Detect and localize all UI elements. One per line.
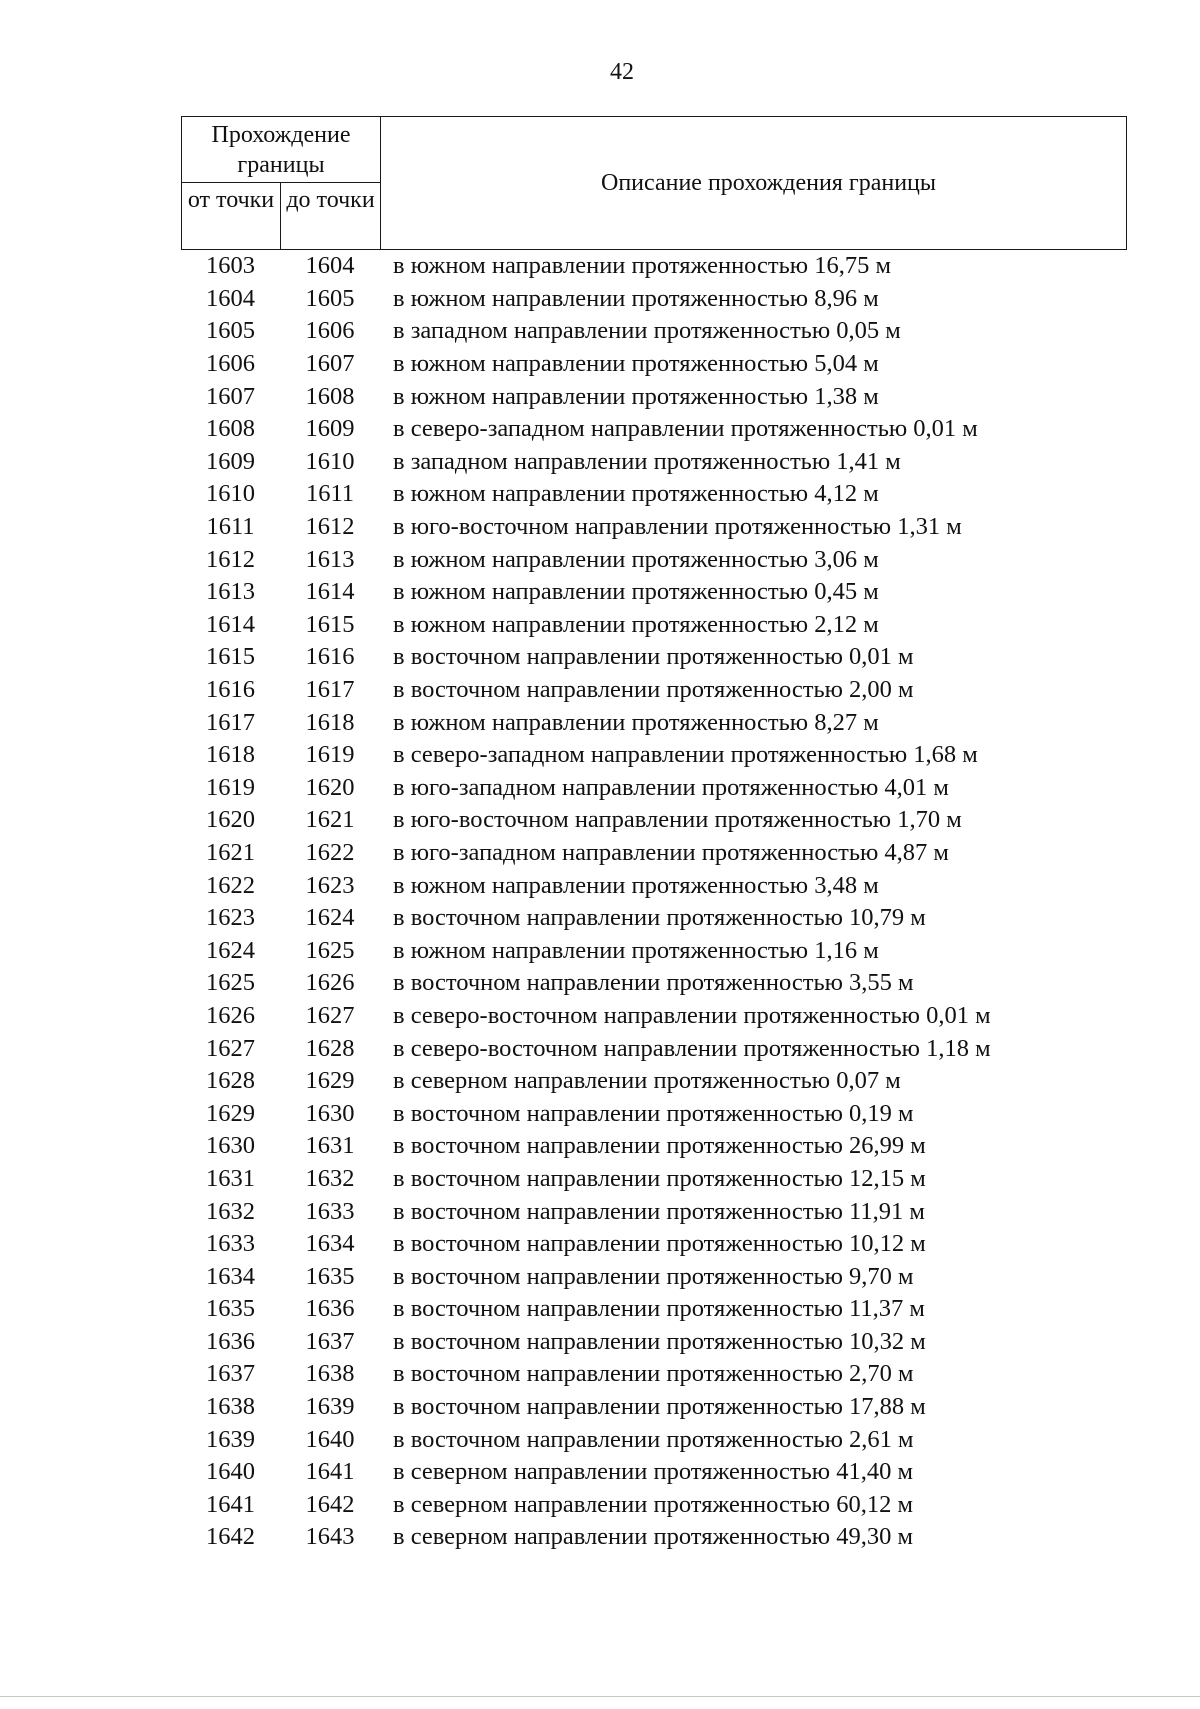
table-row <box>181 446 1141 479</box>
from-point-cell: 1611 <box>206 513 255 541</box>
description-cell: в северном направлении протяженностью 41,40 м <box>393 1458 913 1486</box>
from-point-cell: 1630 <box>206 1132 255 1160</box>
to-point-cell: 1613 <box>305 545 355 573</box>
to-point-cell: 1642 <box>305 1490 355 1518</box>
table-row <box>181 1195 1141 1228</box>
description-cell: в юго-восточном направлении протяженностью 1,31 м <box>393 513 962 541</box>
to-point-cell: 1621 <box>305 806 355 834</box>
description-cell: в южном направлении протяженностью 1,16 м <box>393 936 879 964</box>
description-cell: в юго-западном направлении протяженностью 4,01 м <box>393 773 949 801</box>
description-cell: в восточном направлении протяженностью 0,01 м <box>393 643 914 671</box>
from-point-cell: 1617 <box>206 708 255 736</box>
from-point-cell: 1608 <box>206 415 255 443</box>
description-cell: в северо-западном направлении протяженностью 1,68 м <box>393 741 978 769</box>
table-header <box>181 116 1127 250</box>
to-point-cell: 1626 <box>305 969 355 997</box>
to-point-cell: 1606 <box>305 317 355 345</box>
description-cell: в западном направлении протяженностью 1,41 м <box>393 447 901 475</box>
table-row <box>181 869 1141 902</box>
from-point-cell: 1622 <box>206 871 255 899</box>
description-cell: в восточном направлении протяженностью 11,37 м <box>393 1295 925 1323</box>
description-cell: в восточном направлении протяженностью 2,61 м <box>393 1425 914 1453</box>
description-cell: в южном направлении протяженностью 3,06 м <box>393 545 879 573</box>
table-row <box>181 641 1141 674</box>
table-row <box>181 706 1141 739</box>
to-point-cell: 1630 <box>305 1099 355 1127</box>
table-row <box>181 1391 1141 1424</box>
from-point-cell: 1635 <box>206 1295 255 1323</box>
from-point-cell: 1606 <box>206 350 255 378</box>
to-point-cell: 1605 <box>305 284 355 312</box>
to-point-cell: 1618 <box>305 708 355 736</box>
from-point-cell: 1620 <box>206 806 255 834</box>
table-row <box>181 1456 1141 1489</box>
description-cell: в восточном направлении протяженностью 10,32 м <box>393 1327 926 1355</box>
from-point-cell: 1607 <box>206 382 255 410</box>
description-cell: в восточном направлении протяженностью 17,88 м <box>393 1393 926 1421</box>
to-point-cell: 1635 <box>305 1262 355 1290</box>
description-cell: в южном направлении протяженностью 8,27 м <box>393 708 879 736</box>
description-cell: в южном направлении протяженностью 4,12 м <box>393 480 879 508</box>
table-row <box>181 967 1141 1000</box>
to-point-cell: 1643 <box>305 1523 355 1551</box>
to-point-cell: 1632 <box>305 1164 355 1192</box>
from-point-cell: 1621 <box>206 838 255 866</box>
description-cell: в восточном направлении протяженностью 12,15 м <box>393 1164 926 1192</box>
description-cell: в восточном направлении протяженностью 10,12 м <box>393 1230 926 1258</box>
from-point-cell: 1640 <box>206 1458 255 1486</box>
description-cell: в восточном направлении протяженностью 0,19 м <box>393 1099 914 1127</box>
description-cell: в восточном направлении протяженностью 2,70 м <box>393 1360 914 1388</box>
to-point-cell: 1617 <box>305 676 355 704</box>
table-row <box>181 772 1141 805</box>
table-row <box>181 1065 1141 1098</box>
to-point-cell: 1641 <box>305 1458 355 1486</box>
table-row <box>181 511 1141 544</box>
to-point-cell: 1633 <box>305 1197 355 1225</box>
table-row <box>181 1130 1141 1163</box>
to-point-cell: 1607 <box>305 350 355 378</box>
table-row <box>181 1097 1141 1130</box>
table-row <box>181 576 1141 609</box>
from-point-cell: 1603 <box>206 252 255 280</box>
description-cell: в северном направлении протяженностью 0,07 м <box>393 1067 901 1095</box>
description-cell: в северо-восточном направлении протяженностью 0,01 м <box>393 1001 991 1029</box>
header-from-point: от точки <box>182 183 281 249</box>
to-point-cell: 1609 <box>305 415 355 443</box>
description-cell: в юго-восточном направлении протяженностью 1,70 м <box>393 806 962 834</box>
to-point-cell: 1624 <box>305 904 355 932</box>
table-row <box>181 609 1141 642</box>
table-row <box>181 380 1141 413</box>
description-cell: в южном направлении протяженностью 1,38 м <box>393 382 879 410</box>
to-point-cell: 1619 <box>305 741 355 769</box>
header-to-point: до точки <box>281 183 381 249</box>
description-cell: в северо-восточном направлении протяженностью 1,18 м <box>393 1034 991 1062</box>
from-point-cell: 1628 <box>206 1067 255 1095</box>
from-point-cell: 1619 <box>206 773 255 801</box>
to-point-cell: 1628 <box>305 1034 355 1062</box>
table-row <box>181 543 1141 576</box>
from-point-cell: 1624 <box>206 936 255 964</box>
from-point-cell: 1616 <box>206 676 255 704</box>
to-point-cell: 1620 <box>305 773 355 801</box>
table-row <box>181 1000 1141 1033</box>
from-point-cell: 1609 <box>206 447 255 475</box>
from-point-cell: 1627 <box>206 1034 255 1062</box>
from-point-cell: 1625 <box>206 969 255 997</box>
from-point-cell: 1605 <box>206 317 255 345</box>
table-row <box>181 413 1141 446</box>
table-row <box>181 1228 1141 1261</box>
description-cell: в юго-западном направлении протяженностью 4,87 м <box>393 838 949 866</box>
table-row <box>181 934 1141 967</box>
from-point-cell: 1604 <box>206 284 255 312</box>
to-point-cell: 1631 <box>305 1132 355 1160</box>
from-point-cell: 1626 <box>206 1001 255 1029</box>
table-row <box>181 674 1141 707</box>
table-row <box>181 348 1141 381</box>
description-cell: в южном направлении протяженностью 3,48 м <box>393 871 879 899</box>
from-point-cell: 1618 <box>206 741 255 769</box>
description-cell: в восточном направлении протяженностью 2,00 м <box>393 676 914 704</box>
from-point-cell: 1633 <box>206 1230 255 1258</box>
description-cell: в южном направлении протяженностью 2,12 м <box>393 610 879 638</box>
description-cell: в восточном направлении протяженностью 10,79 м <box>393 904 926 932</box>
table-row <box>181 1032 1141 1065</box>
table-row <box>181 283 1141 316</box>
description-cell: в южном направлении протяженностью 16,75 м <box>393 252 891 280</box>
header-description: Описание прохождения границы <box>600 169 936 196</box>
description-cell: в восточном направлении протяженностью 3,55 м <box>393 969 914 997</box>
description-cell: в южном направлении протяженностью 0,45 м <box>393 578 879 606</box>
to-point-cell: 1625 <box>305 936 355 964</box>
table-row <box>181 739 1141 772</box>
to-point-cell: 1611 <box>305 480 355 508</box>
table-row <box>181 1521 1141 1554</box>
to-point-cell: 1636 <box>305 1295 355 1323</box>
to-point-cell: 1637 <box>305 1327 355 1355</box>
table-row <box>181 1163 1141 1196</box>
table-row <box>181 315 1141 348</box>
to-point-cell: 1616 <box>305 643 355 671</box>
page-bottom-edge <box>0 1696 1200 1697</box>
to-point-cell: 1627 <box>305 1001 355 1029</box>
to-point-cell: 1623 <box>305 871 355 899</box>
from-point-cell: 1634 <box>206 1262 255 1290</box>
from-point-cell: 1641 <box>206 1490 255 1518</box>
to-point-cell: 1608 <box>305 382 355 410</box>
table-row <box>181 902 1141 935</box>
description-cell: в южном направлении протяженностью 8,96 м <box>393 284 879 312</box>
table-row <box>181 1293 1141 1326</box>
from-point-cell: 1613 <box>206 578 255 606</box>
table-row <box>181 1326 1141 1359</box>
to-point-cell: 1610 <box>305 447 355 475</box>
to-point-cell: 1615 <box>305 610 355 638</box>
to-point-cell: 1639 <box>305 1393 355 1421</box>
to-point-cell: 1622 <box>305 838 355 866</box>
to-point-cell: 1612 <box>305 513 355 541</box>
from-point-cell: 1615 <box>206 643 255 671</box>
description-cell: в северном направлении протяженностью 49,30 м <box>393 1523 913 1551</box>
table-row <box>181 250 1141 283</box>
description-cell: в восточном направлении протяженностью 26,99 м <box>393 1132 926 1160</box>
page-number: 42 <box>610 59 634 85</box>
table-row <box>181 837 1141 870</box>
description-cell: в восточном направлении протяженностью 11,91 м <box>393 1197 925 1225</box>
from-point-cell: 1629 <box>206 1099 255 1127</box>
from-point-cell: 1614 <box>206 610 255 638</box>
from-point-cell: 1623 <box>206 904 255 932</box>
boundary-table-body <box>181 250 1141 1554</box>
from-point-cell: 1631 <box>206 1164 255 1192</box>
from-point-cell: 1612 <box>206 545 255 573</box>
table-row <box>181 1423 1141 1456</box>
from-point-cell: 1637 <box>206 1360 255 1388</box>
description-cell: в северном направлении протяженностью 60,12 м <box>393 1490 913 1518</box>
description-cell: в южном направлении протяженностью 5,04 м <box>393 350 879 378</box>
to-point-cell: 1634 <box>305 1230 355 1258</box>
table-row <box>181 478 1141 511</box>
from-point-cell: 1642 <box>206 1523 255 1551</box>
table-row <box>181 1489 1141 1522</box>
table-row <box>181 1260 1141 1293</box>
table-row <box>181 1358 1141 1391</box>
table-row <box>181 804 1141 837</box>
from-point-cell: 1610 <box>206 480 255 508</box>
to-point-cell: 1614 <box>305 578 355 606</box>
header-boundary-passage: Прохождение границы <box>182 117 381 183</box>
from-point-cell: 1638 <box>206 1393 255 1421</box>
description-cell: в восточном направлении протяженностью 9,70 м <box>393 1262 914 1290</box>
description-cell: в северо-западном направлении протяженностью 0,01 м <box>393 415 978 443</box>
to-point-cell: 1629 <box>305 1067 355 1095</box>
from-point-cell: 1632 <box>206 1197 255 1225</box>
to-point-cell: 1604 <box>305 252 355 280</box>
from-point-cell: 1636 <box>206 1327 255 1355</box>
from-point-cell: 1639 <box>206 1425 255 1453</box>
description-cell: в западном направлении протяженностью 0,05 м <box>393 317 901 345</box>
to-point-cell: 1638 <box>305 1360 355 1388</box>
to-point-cell: 1640 <box>305 1425 355 1453</box>
